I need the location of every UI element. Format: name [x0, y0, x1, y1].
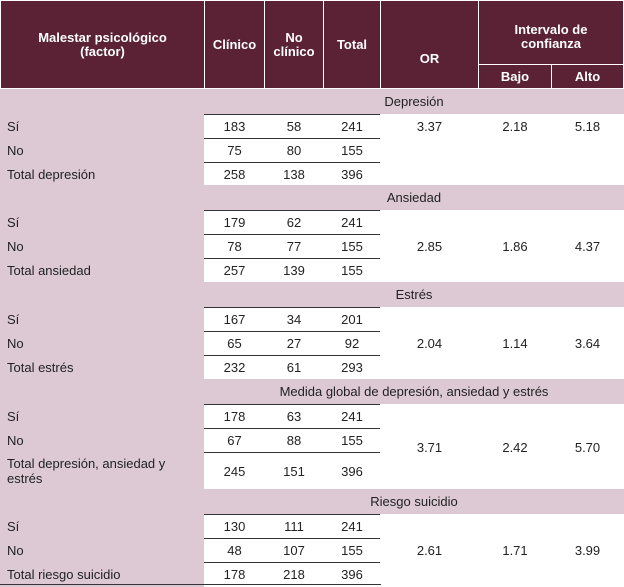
cell-no-clinico: 139 [283, 262, 305, 278]
header-no-clinico: No clínico [265, 1, 323, 88]
cell-total: 396 [341, 463, 363, 479]
cell-or: 2.04 [416, 335, 443, 351]
header-alto: Alto [552, 65, 623, 88]
cell-or: 3.37 [416, 118, 443, 134]
cell-no-clinico: 77 [286, 238, 302, 254]
cell-or: 2.61 [416, 542, 443, 558]
cell-total: 201 [341, 311, 363, 327]
header-bajo: Bajo [479, 65, 551, 88]
cell-no-clinico: 151 [283, 463, 305, 479]
cell-total: 396 [341, 566, 363, 582]
row-label: No [7, 335, 24, 351]
row-label: No [7, 542, 24, 558]
cell-or: 2.85 [416, 238, 443, 254]
cell-total: 155 [341, 238, 363, 254]
cell-bajo: 1.71 [502, 542, 528, 558]
cell-no-clinico: 80 [286, 142, 302, 158]
cell-clinico: 245 [223, 463, 246, 479]
cell-clinico: 178 [223, 408, 246, 424]
row-label: Sí [7, 408, 20, 424]
cell-bajo: 1.14 [502, 335, 528, 351]
cell-no-clinico: 27 [286, 335, 302, 351]
row-label: No [7, 238, 24, 254]
row-label: Sí [7, 118, 20, 134]
cell-no-clinico: 218 [283, 566, 305, 582]
cell-bajo: 1.86 [502, 238, 528, 254]
cell-no-clinico: 107 [283, 542, 305, 558]
cell-clinico: 183 [223, 118, 246, 134]
cell-bajo: 2.42 [502, 439, 528, 455]
cell-no-clinico: 58 [286, 118, 302, 134]
row-label: Total riesgo suicidio [7, 566, 121, 582]
row-rule [204, 210, 380, 211]
row-rule [204, 114, 380, 115]
row-label: Sí [7, 214, 20, 230]
cell-clinico: 179 [223, 214, 246, 230]
cell-no-clinico: 34 [286, 311, 302, 327]
cell-total: 293 [341, 359, 363, 375]
row-label: Total estrés [7, 359, 74, 375]
cell-total: 155 [341, 432, 363, 448]
cell-clinico: 232 [223, 359, 246, 375]
cell-total: 241 [341, 408, 363, 424]
cell-total: 155 [341, 262, 363, 278]
cell-alto: 5.18 [574, 118, 601, 134]
cell-no-clinico: 111 [284, 518, 304, 534]
cell-alto: 3.64 [574, 335, 601, 351]
cell-no-clinico: 63 [286, 408, 302, 424]
row-label: No [7, 432, 24, 448]
cell-bajo: 2.18 [502, 118, 528, 134]
header-clinico: Clínico [205, 1, 264, 88]
cell-alto: 5.70 [574, 439, 601, 455]
cell-total: 396 [341, 166, 363, 182]
header-intervalo: Intervalo de confianza [479, 1, 623, 64]
cell-clinico: 65 [227, 335, 242, 351]
section-title: Depresión [384, 94, 444, 109]
row-label: No [7, 142, 24, 158]
cell-alto: 4.37 [574, 238, 601, 254]
row-rule [204, 514, 380, 515]
row-label: Total depresión, ansiedad y estrés [7, 456, 166, 486]
cell-clinico: 257 [223, 262, 246, 278]
cell-no-clinico: 88 [286, 432, 302, 448]
cell-clinico: 48 [227, 542, 242, 558]
cell-clinico: 258 [223, 166, 246, 182]
header-total: Total [324, 1, 380, 88]
cell-clinico: 178 [223, 566, 246, 582]
cell-alto: 3.99 [574, 542, 601, 558]
row-rule [204, 307, 380, 308]
cell-total: 241 [341, 118, 363, 134]
cell-total: 155 [341, 142, 363, 158]
cell-total: 241 [341, 518, 363, 534]
cell-clinico: 130 [223, 518, 246, 534]
cell-total: 92 [344, 335, 360, 351]
section-title: Ansiedad [386, 190, 442, 205]
cell-clinico: 67 [227, 432, 242, 448]
row-rule [204, 404, 380, 405]
cell-or: 3.71 [416, 439, 443, 455]
table-bottom-rule [0, 584, 381, 585]
section-title: Riesgo suicidio [370, 494, 458, 509]
cell-clinico: 78 [227, 238, 242, 254]
row-label: Total depresión [7, 166, 96, 182]
header-or: OR [381, 1, 478, 88]
row-label: Total ansiedad [7, 262, 91, 278]
section-title: Medida global de depresión, ansiedad y estrés [279, 384, 549, 399]
cell-no-clinico: 61 [286, 359, 302, 375]
cell-total: 155 [341, 542, 363, 558]
row-label: Sí [7, 518, 20, 534]
cell-clinico: 75 [227, 142, 242, 158]
section-title: Estrés [395, 287, 433, 302]
cell-no-clinico: 62 [286, 214, 302, 230]
header-factor: Malestar psicológico (factor) [1, 1, 204, 88]
row-label: Sí [7, 311, 20, 327]
cell-total: 241 [341, 214, 363, 230]
cell-no-clinico: 138 [283, 166, 305, 182]
cell-clinico: 167 [223, 311, 246, 327]
